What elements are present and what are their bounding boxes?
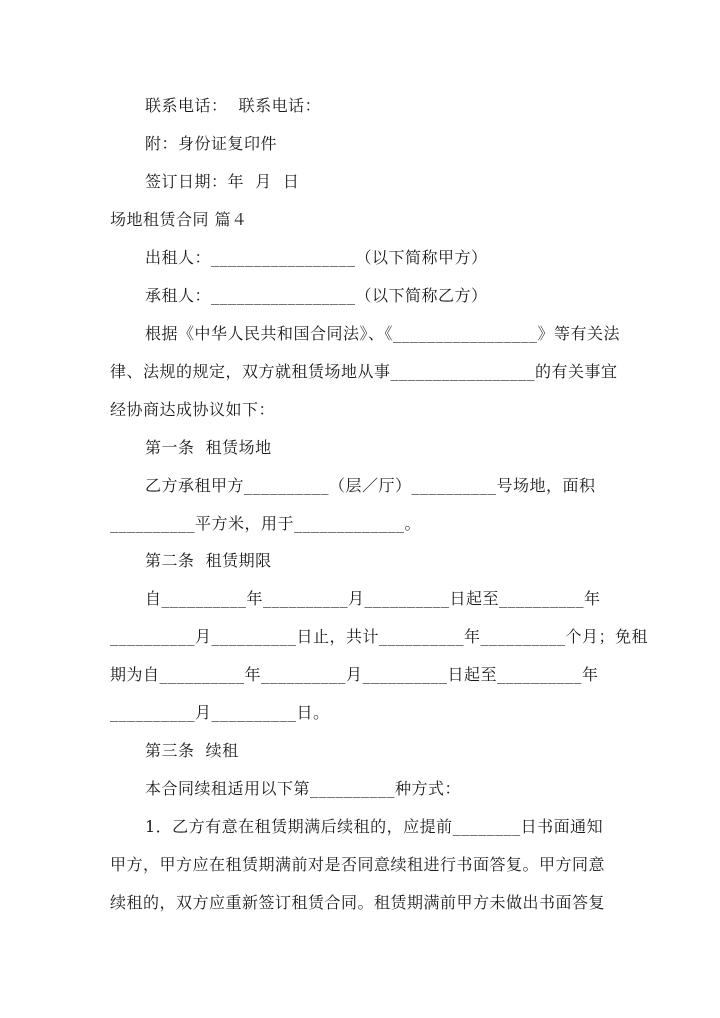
attachment-line: 附：身份证复印件 [145,134,278,153]
signing-date-line: 签订日期：年 月 日 [145,172,300,191]
paragraph-line: 根据《中华人民共和国合同法》、《_________________》等有关法 [145,324,621,343]
paragraph-line: 期为自__________年__________月__________日起至__________年 [110,665,599,684]
paragraph-line: 自__________年__________月__________日起至__________年 [145,589,601,608]
article-heading: 第一条 租赁场地 [145,438,272,457]
paragraph-line: 续租的，双方应重新签订租赁合同。租赁期满前甲方未做出书面答复 [110,893,606,912]
paragraph-line: 乙方承租甲方__________（层／厅）__________号场地，面积 [145,476,596,495]
paragraph-line: 1．乙方有意在租赁期满后续租的，应提前________日书面通知 [145,817,604,836]
contact-phone-line: 联系电话： 联系电话： [145,96,322,115]
section-heading: 场地租赁合同 篇４ [110,210,248,229]
paragraph-line: __________月__________日止，共计__________年__________个月；免租 [110,627,649,646]
paragraph-line: __________平方米，用于_____________。 [110,514,422,533]
article-heading: 第二条 租赁期限 [145,551,272,570]
paragraph-line: 本合同续租适用以下第__________种方式： [145,779,462,798]
article-heading: 第三条 续租 [145,741,239,760]
paragraph-line: 甲方，甲方应在租赁期满前对是否同意续租进行书面答复。甲方同意 [110,855,606,874]
paragraph-line: __________月__________日。 [110,703,330,722]
lessor-line: 出租人：_________________（以下简称甲方） [145,248,488,267]
lessee-line: 承租人：_________________（以下简称乙方） [145,286,488,305]
paragraph-line: 律、法规的规定，双方就租赁场地从事_________________的有关事宜 [110,362,618,381]
paragraph-line: 经协商达成协议如下： [110,400,276,419]
